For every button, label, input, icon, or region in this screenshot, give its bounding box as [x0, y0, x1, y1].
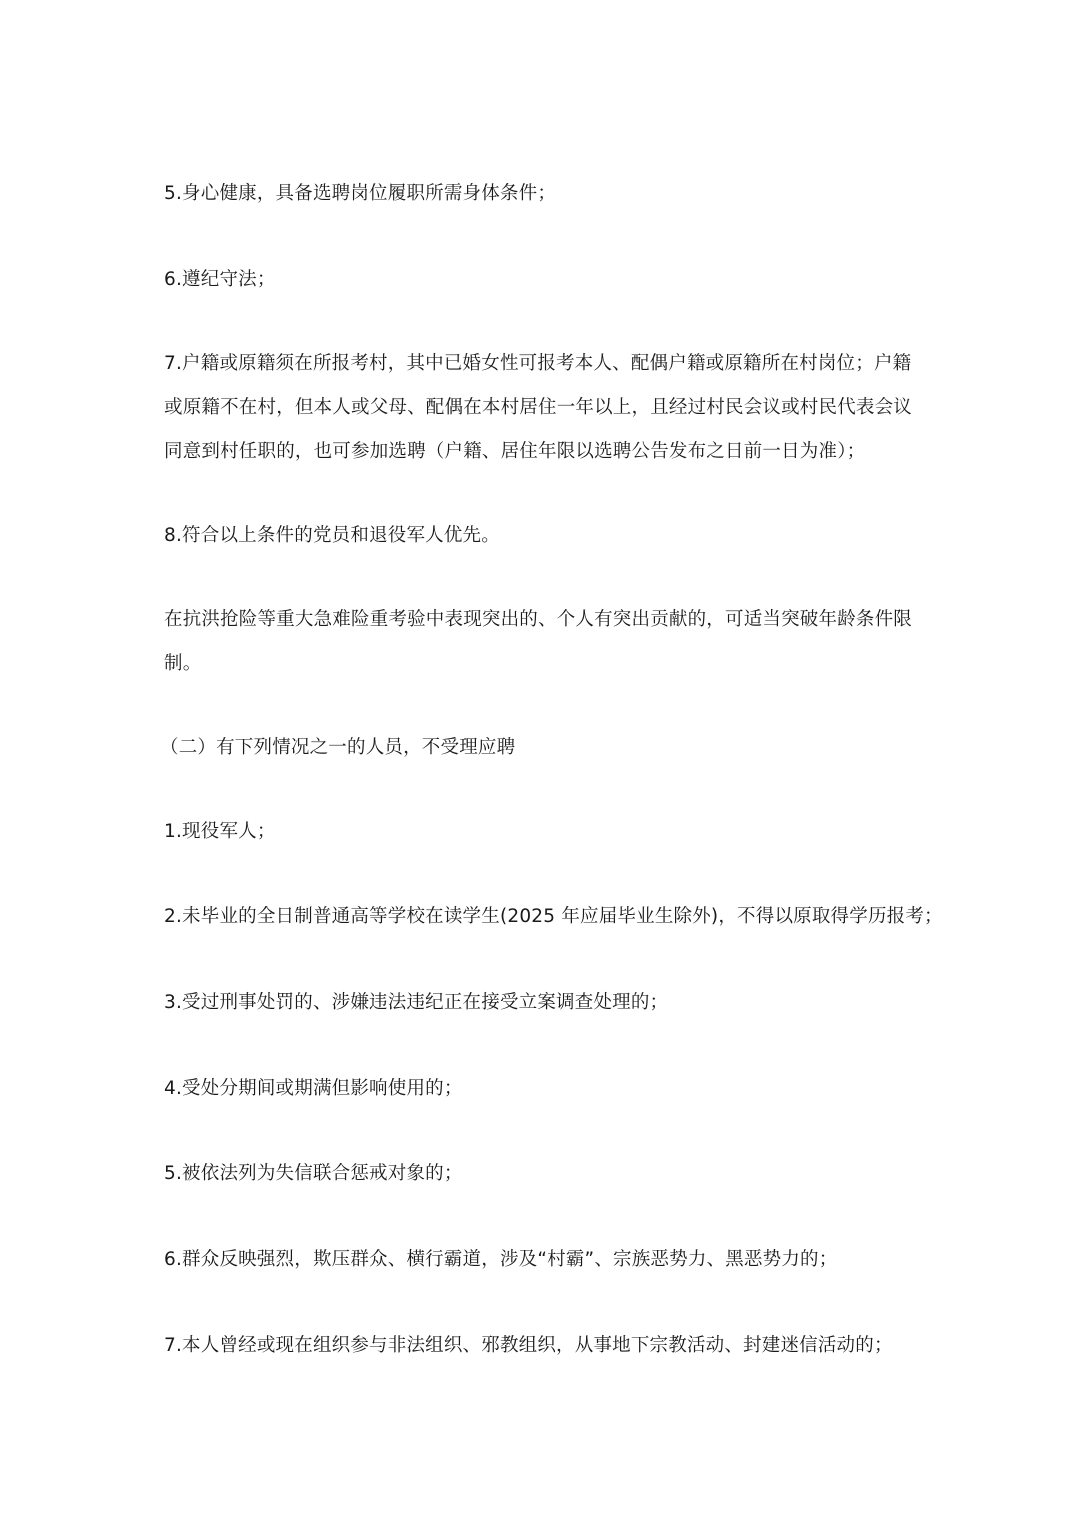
requirement-6-law-abiding	[164, 258, 924, 302]
text-line: 同意到村任职的，也可参加选聘（户籍、居住年限以选聘公告发布之日前一日为准）；	[164, 441, 866, 462]
text-line: 5.被依法列为失信联合惩戒对象的；	[164, 1163, 463, 1184]
section-heading-exclusions	[160, 726, 920, 770]
requirement-8-priority	[164, 514, 924, 558]
text-line: 3.受过刑事处罚的、涉嫌违法违纪正在接受立案调查处理的；	[164, 992, 669, 1013]
text-line: 7.户籍或原籍须在所报考村，其中已婚女性可报考本人、配偶户籍或原籍所在村岗位；户籍	[164, 353, 912, 374]
exclusion-3	[164, 981, 924, 1025]
text-line: 1.现役军人；	[164, 821, 276, 842]
requirement-5-health	[164, 172, 924, 216]
text-line: 或原籍不在村，但本人或父母、配偶在本村居住一年以上，且经过村民会议或村民代表会议	[164, 397, 913, 418]
text-line: 6.群众反映强烈，欺压群众、横行霸道，涉及“村霸”、宗族恶势力、黑恶势力的；	[164, 1249, 838, 1270]
exclusion-1	[164, 810, 924, 854]
text-line: 在抗洪抢险等重大急难险重考验中表现突出的、个人有突出贡献的，可适当突破年龄条件限	[164, 609, 913, 630]
exclusion-7	[164, 1324, 924, 1368]
text-line: （二）有下列情况之一的人员，不受理应聘	[160, 737, 516, 758]
text-line: 7.本人曾经或现在组织参与非法组织、邪教组织，从事地下宗教活动、封建迷信活动的；	[164, 1335, 893, 1356]
text-line: 5.身心健康，具备选聘岗位履职所需身体条件；	[164, 183, 557, 204]
age-exception-note	[164, 598, 924, 686]
exclusion-5	[164, 1152, 924, 1196]
exclusion-4	[164, 1067, 924, 1111]
text-line: 6.遵纪守法；	[164, 269, 276, 290]
text-line: 8.符合以上条件的党员和退役军人优先。	[164, 525, 500, 546]
requirement-7-household-registration	[164, 342, 924, 474]
exclusion-2	[164, 895, 943, 939]
text-line: 2.未毕业的全日制普通高等学校在读学生(2025 年应届毕业生除外)，不得以原取得学历报考；	[164, 906, 943, 927]
text-line: 制。	[164, 653, 202, 674]
text-line: 4.受处分期间或期满但影响使用的；	[164, 1078, 463, 1099]
exclusion-6	[164, 1238, 924, 1282]
